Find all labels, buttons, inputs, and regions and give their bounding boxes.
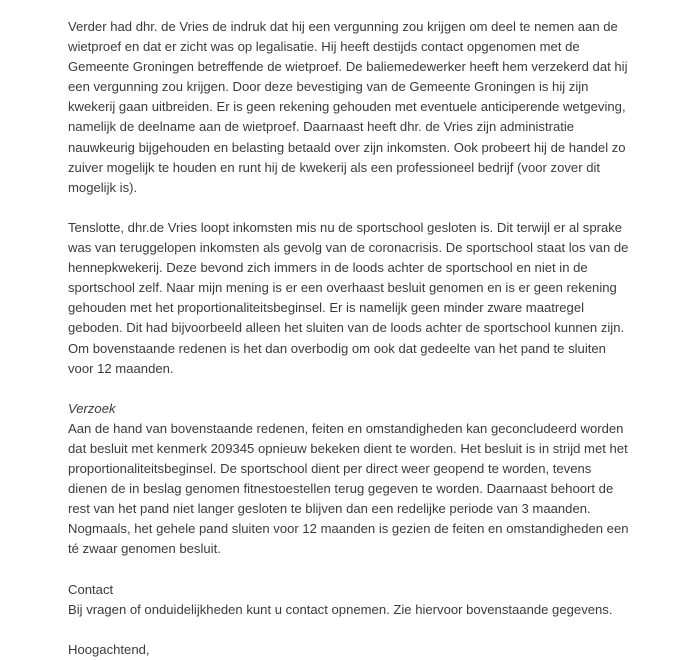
paragraph-vergunning-indruk: Verder had dhr. de Vries de indruk dat hij een vergunning zou krijgen om deel te nemen aan de wietproef en dat er zicht was op legalisatie. Hij heeft destijds contact opgenomen met de Gemeente Groningen betreffende de wietproef. De baliemedewerker heeft hem verzekerd dat hij een vergunning zou krijgen. Door deze bevestiging van de Gemeente Groningen is hij zijn kwekerij gaan uitbreiden. Er is geen rekening gehouden met eventuele anticiperende wetgeving, namelijk de deelname aan de wietproef. Daarnaast heeft dhr. de Vries zijn administratie nauwkeurig bijgehouden en belasting betaald over zijn inkomsten. Ook probeert hij de handel zo zuiver mogelijk te houden en runt hij de kwekerij als een professioneel bedrijf (voor zover dit mogelijk is). bbox=[68, 19, 628, 195]
paragraph-verzoek-body: Aan de hand van bovenstaande redenen, feiten en omstandigheden kan geconcludeerd worden dat besluit met kenmerk 209345 opnieuw bekeken dient te worden. Het besluit is in strijd met het proportionaliteitsbeginsel. De sportschool dient per direct weer geopend te worden, tevens dienen de in beslag genomen fitnestoestellen terug gegeven te worden. Daarnaast behoort de rest van het pand niet langer gesloten te blijven dan een redelijke periode van 3 maanden. Nogmaals, het gehele pand sluiten voor 12 maanden is gezien de feiten en omstandigheden een té zwaar genomen besluit. bbox=[68, 420, 629, 557]
paragraph-spacer bbox=[68, 560, 630, 580]
document-body bbox=[68, 17, 630, 660]
section-heading-contact: Contact bbox=[68, 581, 114, 597]
section-heading-verzoek: Verzoek bbox=[68, 400, 116, 416]
paragraph-spacer bbox=[68, 620, 630, 640]
paragraph-spacer bbox=[68, 379, 630, 399]
closing-salutation: Hoogachtend, bbox=[68, 641, 150, 657]
paragraph-spacer bbox=[68, 198, 630, 218]
paragraph-contact-body: Bij vragen of onduidelijkheden kunt u contact opnemen. Zie hiervoor bovenstaande gegevens. bbox=[68, 601, 613, 617]
paragraph-inkomsten-sportschool: Tenslotte, dhr.de Vries loopt inkomsten mis nu de sportschool gesloten is. Dit terwijl er al sprake was van teruggelopen inkomsten als gevolg van de coronacrisis. De sportschool staat los van de hennepkwekerij. Deze bevond zich immers in de loods achter de sportschool en niet in de sportschool zelf. Naar mijn mening is er een overhaast besluit genomen en is er geen rekening gehouden met het proportionaliteitsbeginsel. Er is namelijk geen minder zware maatregel geboden. Dit had bijvoorbeeld alleen het sluiten van de loods achter de sportschool kunnen zijn. Om bovenstaande redenen is het dan overbodig om ook dat gedeelte van het pand te sluiten voor 12 maanden. bbox=[68, 219, 629, 376]
